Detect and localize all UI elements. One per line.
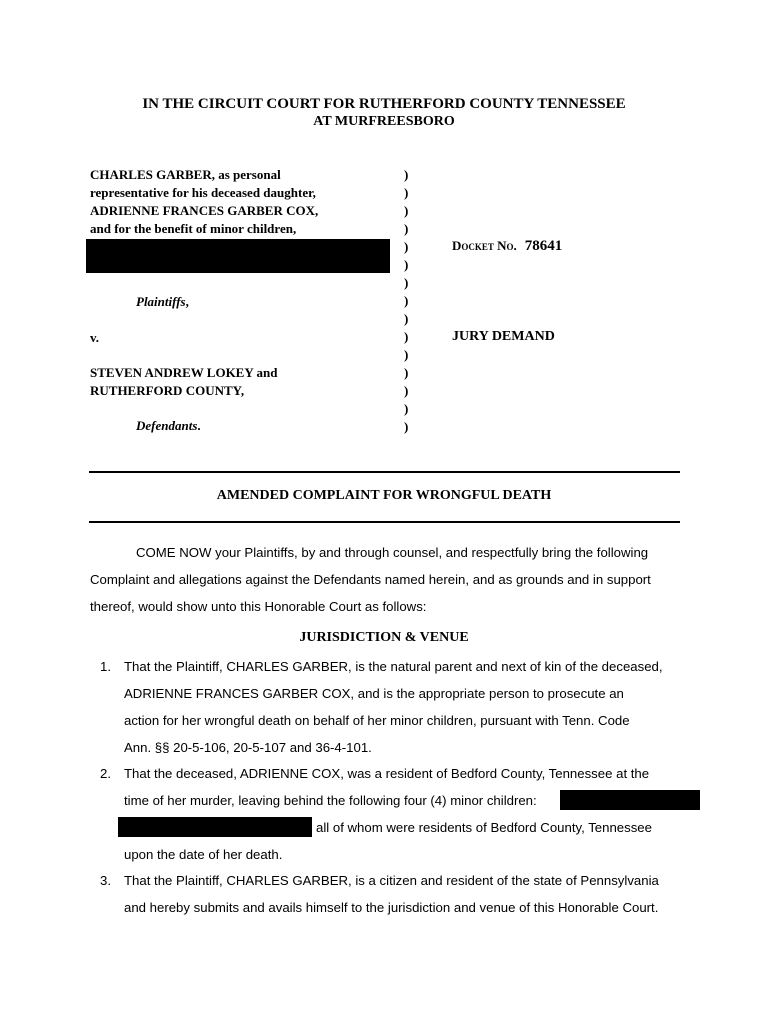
intro-paragraph bbox=[90, 539, 680, 620]
document-title: AMENDED COMPLAINT FOR WRONGFUL DEATH bbox=[216, 488, 552, 503]
paragraph-line: That the Plaintiff, CHARLES GARBER, is a citizen and resident of the state of Pennsylvania bbox=[124, 873, 659, 888]
caption-paren: ) bbox=[404, 221, 409, 236]
intro-line: thereof, would show unto this Honorable Court as follows: bbox=[90, 599, 427, 614]
paragraph-line: time of her murder, leaving behind the following four (4) minor children: bbox=[124, 793, 537, 808]
docket-number bbox=[452, 238, 562, 255]
plaintiff-line: CHARLES GARBER, as personal bbox=[90, 167, 281, 182]
redaction-bar bbox=[86, 239, 390, 273]
versus-label: v. bbox=[90, 330, 100, 345]
court-location: AT MURFREESBORO bbox=[313, 114, 455, 129]
paragraph-line: ADRIENNE FRANCES GARBER COX, and is the appropriate person to prosecute an bbox=[124, 686, 624, 701]
docket-value: 78641 bbox=[524, 238, 563, 254]
court-name: IN THE CIRCUIT COURT FOR RUTHERFORD COUNTY TENNESSEE bbox=[142, 96, 626, 112]
caption-paren: ) bbox=[404, 239, 409, 254]
paragraph-line: all of whom were residents of Bedford County, Tennessee bbox=[316, 820, 652, 835]
plaintiff-line: and for the benefit of minor children, bbox=[90, 221, 297, 236]
caption-paren: ) bbox=[404, 275, 409, 290]
paragraph-number: 3. bbox=[100, 873, 111, 888]
section-heading: JURISDICTION & VENUE bbox=[299, 630, 469, 645]
redaction-bar bbox=[118, 817, 312, 837]
plaintiffs-label: Plaintiffs, bbox=[136, 294, 189, 309]
paragraph-number: 1. bbox=[100, 659, 111, 674]
caption-paren: ) bbox=[404, 365, 409, 380]
defendant-line: RUTHERFORD COUNTY, bbox=[90, 383, 245, 398]
paragraph-number: 2. bbox=[100, 766, 111, 781]
divider-bottom bbox=[89, 521, 680, 523]
caption-paren: ) bbox=[404, 383, 409, 398]
intro-line: COME NOW your Plaintiffs, by and through counsel, and respectfully bring the following bbox=[136, 545, 649, 560]
paragraph-line: and hereby submits and avails himself to the jurisdiction and venue of this Honorable Court. bbox=[124, 900, 659, 915]
caption-paren: ) bbox=[404, 203, 409, 218]
case-caption-parties bbox=[90, 166, 390, 238]
paragraph-line: That the Plaintiff, CHARLES GARBER, is the natural parent and next of kin of the deceased, bbox=[124, 659, 663, 674]
paragraph-line: Ann. §§ 20-5-106, 20-5-107 and 36-4-101. bbox=[124, 740, 372, 755]
caption-paren: ) bbox=[404, 401, 409, 416]
plaintiff-line: representative for his deceased daughter, bbox=[90, 185, 316, 200]
caption-paren: ) bbox=[404, 419, 409, 434]
paragraph-line: That the deceased, ADRIENNE COX, was a resident of Bedford County, Tennessee at the bbox=[124, 766, 650, 781]
defendant-line: STEVEN ANDREW LOKEY and bbox=[90, 365, 278, 380]
caption-paren: ) bbox=[404, 167, 409, 182]
paragraph-line: upon the date of her death. bbox=[124, 847, 283, 862]
caption-paren: ) bbox=[404, 311, 409, 326]
caption-paren: ) bbox=[404, 347, 409, 362]
defendants-label: Defendants. bbox=[136, 418, 201, 433]
intro-line: Complaint and allegations against the Defendants named herein, and as grounds and in support bbox=[90, 572, 651, 587]
divider-top bbox=[89, 471, 680, 473]
caption-parenthesis-column bbox=[404, 166, 416, 436]
plaintiff-line: ADRIENNE FRANCES GARBER COX, bbox=[90, 203, 319, 218]
docket-label: Docket No. bbox=[452, 238, 517, 253]
redaction-bar bbox=[560, 790, 700, 810]
caption-paren: ) bbox=[404, 329, 409, 344]
paragraph-line: action for her wrongful death on behalf of her minor children, pursuant with Tenn. Code bbox=[124, 713, 630, 728]
caption-paren: ) bbox=[404, 185, 409, 200]
caption-paren: ) bbox=[404, 257, 409, 272]
case-caption-defendants bbox=[90, 364, 390, 400]
jury-demand: JURY DEMAND bbox=[452, 329, 555, 344]
caption-paren: ) bbox=[404, 293, 409, 308]
